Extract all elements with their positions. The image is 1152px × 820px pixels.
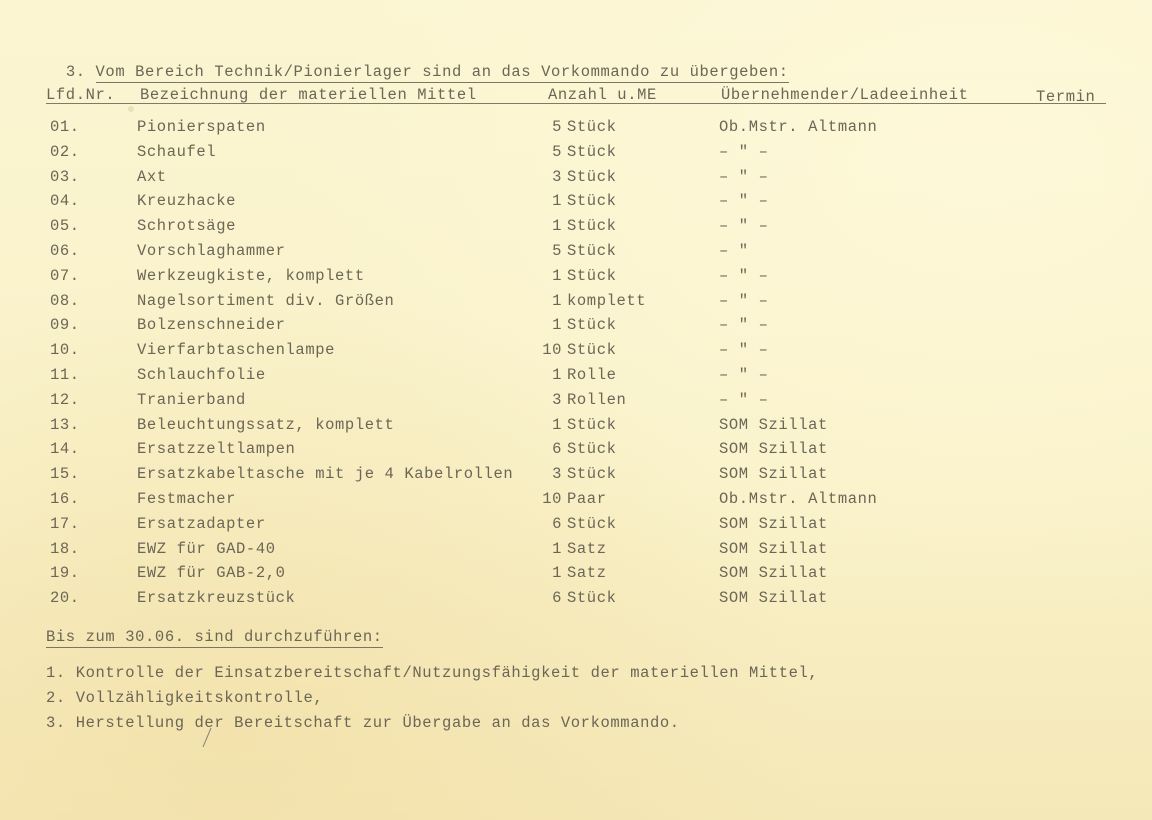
table-row <box>0 143 1152 168</box>
table-row <box>0 391 1152 416</box>
item-name: Vorschlaghammer <box>137 241 286 260</box>
item-name: Schaufel <box>137 142 217 161</box>
row-number: 04. <box>50 192 80 211</box>
section-number: 3. <box>65 63 86 81</box>
quantity-value: 1 <box>552 564 562 583</box>
quantity-value: 1 <box>552 217 562 236</box>
quantity-value: 5 <box>552 241 562 260</box>
row-number: 14. <box>50 440 80 459</box>
table-row <box>0 564 1152 589</box>
quantity-value: 1 <box>552 539 562 558</box>
quantity-unit: Stück <box>567 142 617 161</box>
item-name: Werkzeugkiste, komplett <box>137 266 365 285</box>
item-name: Vierfarbtaschenlampe <box>137 341 336 360</box>
row-number: 19. <box>50 564 80 583</box>
quantity-value: 10 <box>542 489 562 508</box>
table-row <box>0 515 1152 540</box>
table-row <box>0 416 1152 441</box>
tasks-heading: Bis zum 30.06. sind durchzuführen: <box>46 628 383 646</box>
table-row <box>0 465 1152 490</box>
task-item-3: 3. Herstellung der Bereitschaft zur Übergabe an das Vorkommando. <box>46 714 680 732</box>
table-row <box>0 341 1152 366</box>
column-header-name: Bezeichnung der materiellen Mittel <box>140 86 477 104</box>
column-header-recipient: Übernehmender/Ladeeinheit <box>721 86 969 104</box>
row-number: 16. <box>50 489 80 508</box>
table-row <box>0 192 1152 217</box>
item-name: Ersatzkreuzstück <box>137 589 296 608</box>
row-number: 10. <box>50 341 80 360</box>
recipient: SOM Szillat <box>719 415 828 434</box>
item-table <box>0 118 1152 614</box>
section-heading <box>46 45 789 81</box>
task-item-2: 2. Vollzähligkeitskontrolle, <box>46 689 324 707</box>
row-number: 18. <box>50 539 80 558</box>
table-row <box>0 316 1152 341</box>
paper-spot <box>128 106 134 112</box>
quantity-unit: Stück <box>567 241 617 260</box>
quantity-unit: Stück <box>567 440 617 459</box>
quantity-unit: Stück <box>567 589 617 608</box>
quantity-value: 1 <box>552 415 562 434</box>
quantity-value: 1 <box>552 192 562 211</box>
row-number: 03. <box>50 167 80 186</box>
recipient: – " – <box>719 167 769 186</box>
recipient: SOM Szillat <box>719 465 828 484</box>
recipient: SOM Szillat <box>719 589 828 608</box>
table-row <box>0 490 1152 515</box>
recipient: – " – <box>719 217 769 236</box>
quantity-unit: Rolle <box>567 365 617 384</box>
column-header-qty: Anzahl u.ME <box>548 86 657 104</box>
table-row <box>0 267 1152 292</box>
quantity-value: 6 <box>552 440 562 459</box>
quantity-unit: Stück <box>567 341 617 360</box>
item-name: Schlauchfolie <box>137 365 266 384</box>
recipient: – " – <box>719 266 769 285</box>
pen-tick-mark <box>200 727 214 749</box>
recipient: – " – <box>719 365 769 384</box>
quantity-unit: Paar <box>567 489 607 508</box>
table-row <box>0 540 1152 565</box>
row-number: 08. <box>50 291 80 310</box>
quantity-unit: Stück <box>567 217 617 236</box>
row-number: 20. <box>50 589 80 608</box>
table-row <box>0 440 1152 465</box>
quantity-value: 1 <box>552 266 562 285</box>
quantity-unit: Stück <box>567 167 617 186</box>
row-number: 15. <box>50 465 80 484</box>
table-row <box>0 242 1152 267</box>
quantity-unit: Stück <box>567 118 617 136</box>
row-number: 07. <box>50 266 80 285</box>
item-name: Bolzenschneider <box>137 316 286 335</box>
header-rule <box>46 103 1106 104</box>
quantity-value: 5 <box>552 142 562 161</box>
column-header-nr: Lfd.Nr. <box>46 86 116 104</box>
quantity-unit: Satz <box>567 564 607 583</box>
item-name: Pionierspaten <box>137 118 266 136</box>
table-row <box>0 118 1152 143</box>
item-name: Kreuzhacke <box>137 192 237 211</box>
section-title: Vom Bereich Technik/Pionierlager sind an das Vorkommando zu übergeben: <box>95 63 789 81</box>
quantity-unit: komplett <box>567 291 647 310</box>
quantity-unit: Stück <box>567 465 617 484</box>
item-name: Beleuchtungssatz, komplett <box>137 415 395 434</box>
item-name: EWZ für GAD-40 <box>137 539 276 558</box>
row-number: 01. <box>50 118 80 136</box>
row-number: 17. <box>50 514 80 533</box>
quantity-value: 5 <box>552 118 562 136</box>
quantity-value: 1 <box>552 291 562 310</box>
item-name: Festmacher <box>137 489 237 508</box>
column-header-termin: Termin <box>1036 88 1096 106</box>
table-row <box>0 217 1152 242</box>
quantity-value: 10 <box>542 341 562 360</box>
quantity-value: 3 <box>552 167 562 186</box>
item-name: Tranierband <box>137 390 246 409</box>
recipient: SOM Szillat <box>719 514 828 533</box>
table-row <box>0 168 1152 193</box>
item-name: Ersatzzeltlampen <box>137 440 296 459</box>
recipient: – " <box>719 241 749 260</box>
item-name: Axt <box>137 167 167 186</box>
recipient: Ob.Mstr. Altmann <box>719 118 878 136</box>
recipient: SOM Szillat <box>719 440 828 459</box>
quantity-value: 1 <box>552 316 562 335</box>
row-number: 13. <box>50 415 80 434</box>
table-row <box>0 292 1152 317</box>
quantity-value: 6 <box>552 589 562 608</box>
item-name: EWZ für GAB-2,0 <box>137 564 286 583</box>
recipient: SOM Szillat <box>719 539 828 558</box>
recipient: – " – <box>719 390 769 409</box>
recipient: SOM Szillat <box>719 564 828 583</box>
quantity-value: 3 <box>552 465 562 484</box>
recipient: Ob.Mstr. Altmann <box>719 489 878 508</box>
item-name: Ersatzkabeltasche mit je 4 Kabelrollen <box>137 465 514 484</box>
table-row <box>0 589 1152 614</box>
item-name: Ersatzadapter <box>137 514 266 533</box>
row-number: 06. <box>50 241 80 260</box>
recipient: – " – <box>719 142 769 161</box>
quantity-unit: Stück <box>567 514 617 533</box>
row-number: 11. <box>50 365 80 384</box>
recipient: – " – <box>719 192 769 211</box>
task-item-1: 1. Kontrolle der Einsatzbereitschaft/Nutzungsfähigkeit der materiellen Mittel, <box>46 664 819 682</box>
quantity-unit: Satz <box>567 539 607 558</box>
item-name: Nagelsortiment div. Größen <box>137 291 395 310</box>
quantity-unit: Stück <box>567 316 617 335</box>
row-number: 05. <box>50 217 80 236</box>
table-row <box>0 366 1152 391</box>
quantity-value: 6 <box>552 514 562 533</box>
quantity-unit: Stück <box>567 415 617 434</box>
quantity-value: 3 <box>552 390 562 409</box>
quantity-unit: Stück <box>567 192 617 211</box>
recipient: – " – <box>719 341 769 360</box>
quantity-unit: Stück <box>567 266 617 285</box>
row-number: 12. <box>50 390 80 409</box>
recipient: – " – <box>719 291 769 310</box>
recipient: – " – <box>719 316 769 335</box>
row-number: 02. <box>50 142 80 161</box>
quantity-unit: Rollen <box>567 390 627 409</box>
quantity-value: 1 <box>552 365 562 384</box>
item-name: Schrotsäge <box>137 217 237 236</box>
row-number: 09. <box>50 316 80 335</box>
